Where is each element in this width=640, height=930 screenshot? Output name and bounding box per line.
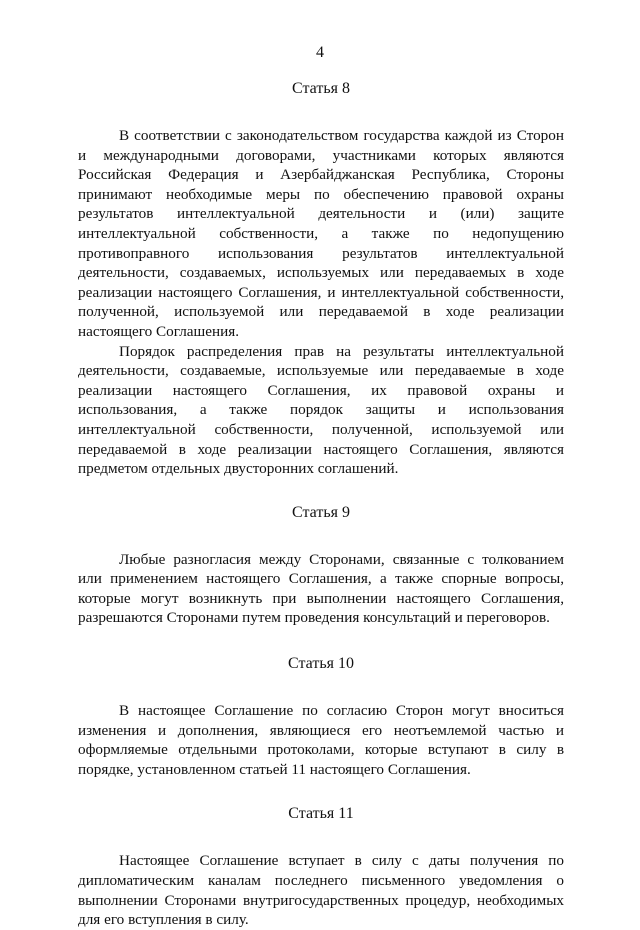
paragraph: Порядок распределения прав на результаты интеллектуальной деятельности, создаваемые, используемые или передаваемые в ходе реализации настоящего Соглашения, их правовой охраны и использования, а также порядок защиты и использования интеллектуальной собственности, полученной, используемой или передаваемой в ходе реализации настоящего Соглашения, являются предметом отдельных двусторонних соглашений. — [78, 342, 564, 478]
paragraph: Любые разногласия между Сторонами, связанные с толкованием или применением настоящего Соглашения, а также спорные вопросы, которые могут возникнуть при выполнении настоящего Соглашения, разрешаются Сторонами путем проведения консультаций и переговоров. — [78, 550, 564, 627]
article-title: Статья 11 — [288, 805, 354, 823]
paragraph: В соответствии с законодательством государства каждой из Сторон и международными договорами, участниками которых являются Российская Федерация и Азербайджанская Республика, Стороны принимают необходимые меры по обеспечению правовой охраны результатов интеллектуальной деятельности и (или) защите интеллектуальной собственности, а также по недопущению противоправного использования результатов интеллектуальной деятельности, создаваемых, используемых или передаваемых в ходе реализации настоящего Соглашения, и интеллектуальной собственности, полученной, используемой или передаваемой в ходе реализации настоящего Соглашения. — [78, 127, 564, 340]
article-8 — [78, 79, 564, 479]
article-title: Статья 10 — [288, 655, 354, 673]
page-number: 4 — [316, 44, 324, 61]
spacer — [78, 628, 564, 654]
spacer — [78, 779, 564, 804]
article-9 — [78, 503, 564, 628]
article-title: Статья 8 — [292, 80, 350, 97]
spacer — [78, 479, 564, 503]
article-10 — [78, 654, 564, 779]
document-body — [78, 79, 564, 930]
article-11 — [78, 804, 564, 929]
paragraph: В настоящее Соглашение по согласию Сторон могут вноситься изменения и дополнения, являющиеся его неотъемлемой частью и оформляемые отдельными протоколами, которые вступают в силу в порядке, установленном статьей 11 настоящего Соглашения. — [78, 702, 564, 778]
article-title: Статья 9 — [292, 503, 350, 521]
paragraph: Настоящее Соглашение вступает в силу с даты получения по дипломатическим каналам последнего письменного уведомления о выполнении Сторонами внутригосударственных процедур, необходимых для его вступления в силу. — [78, 852, 564, 929]
